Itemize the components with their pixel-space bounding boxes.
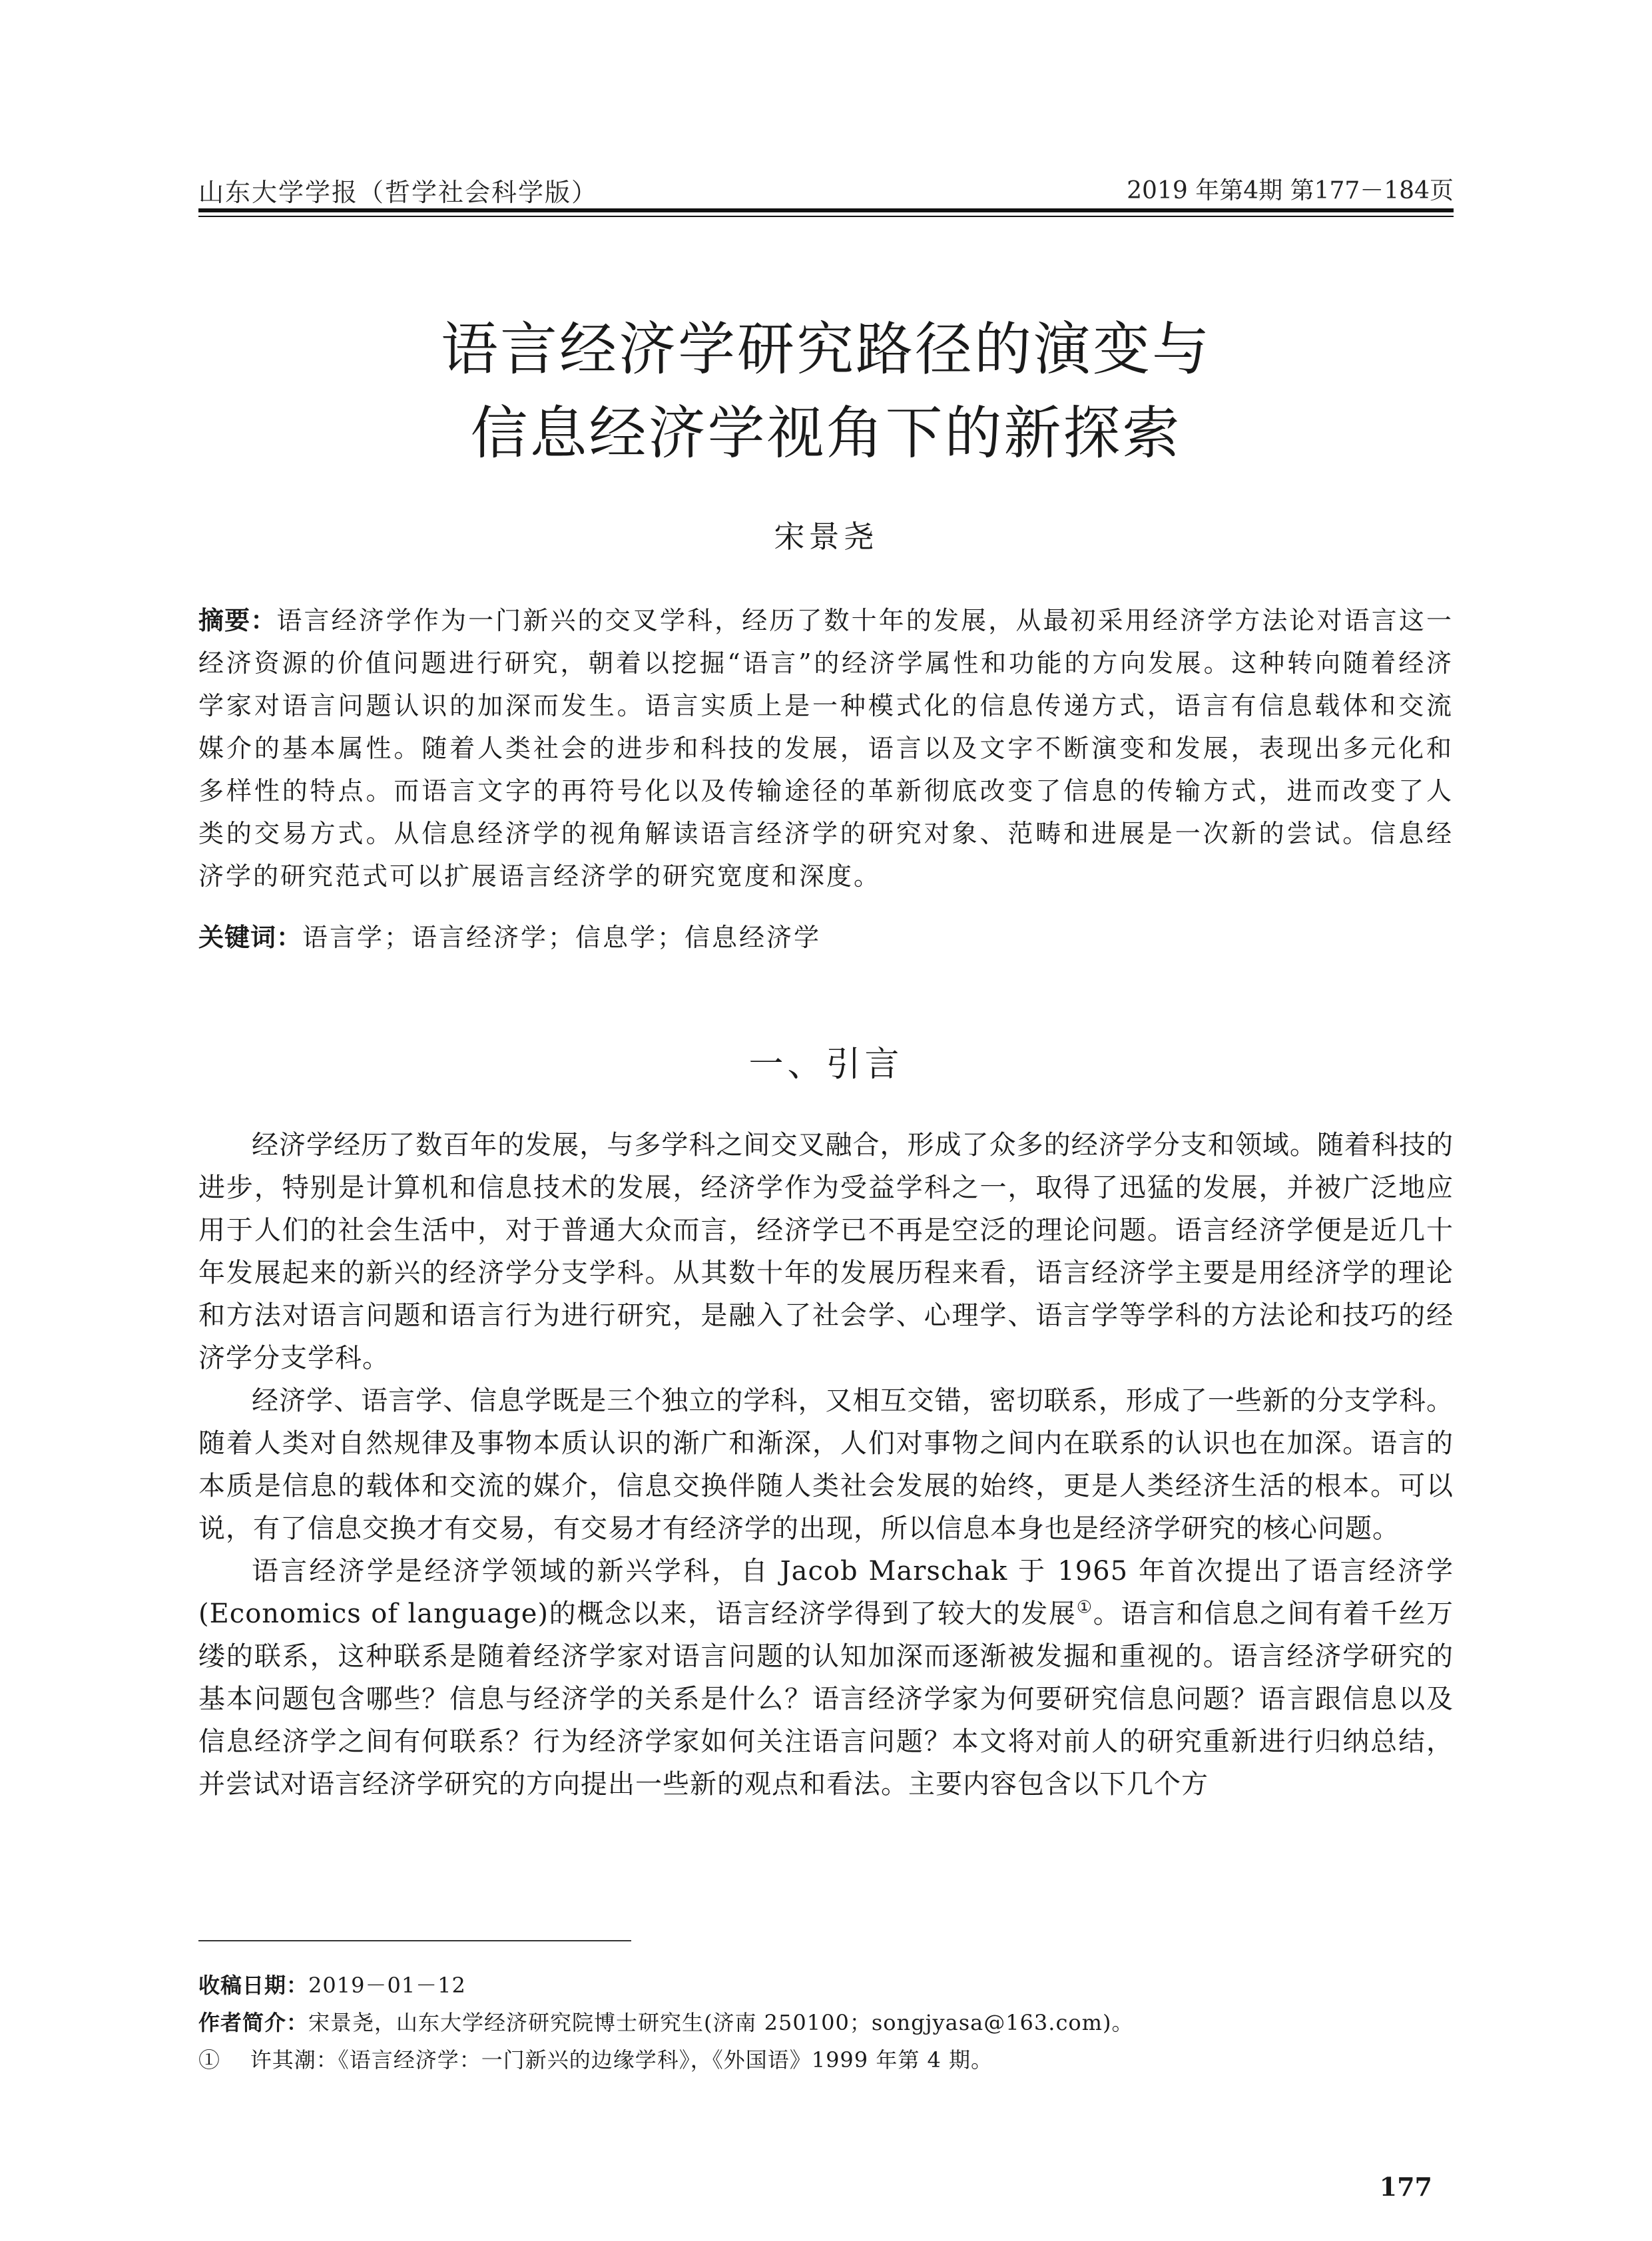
journal-name: 山东大学学报（哲学社会科学版） — [198, 178, 599, 207]
abstract-text: 语言经济学作为一门新兴的交叉学科，经历了数十年的发展，从最初采用经济学方法论对语言这一经济资源的价值问题进行研究，朝着以挖掘“语言”的经济学属性和功能的方向发展。这种转向随着经济学家对语言问题认识的加深而发生。语言实质上是一种模式化的信息传递方式，语言有信息载体和交流媒介的基本属性。随着人类社会的进步和科技的发展，语言以及文字不断演变和发展，表现出多元化和多样性的特点。而语言文字的再符号化以及传输途径的革新彻底改变了信息的传输方式，进而改变了人类的交易方式。从信息经济学的视角解读语言经济学的研究对象、范畴和进展是一次新的尝试。信息经济学的研究范式可以扩展语言经济学的研究宽度和深度。 — [198, 606, 1454, 891]
paragraph-3 — [198, 1550, 1454, 1806]
footnote-ref: ① — [1076, 1597, 1093, 1618]
paragraph-1: 经济学经历了数百年的发展，与多学科之间交叉融合，形成了众多的经济学分支和领域。随着科技的进步，特别是计算机和信息技术的发展，经济学作为受益学科之一，取得了迅猛的发展，并被广泛地应用于人们的社会生活中，对于普通大众而言，经济学已不再是空泛的理论问题。语言经济学便是近几十年发展起来的新兴的经济学分支学科。从其数十年的发展历程来看，语言经济学主要是用经济学的理论和方法对语言问题和语言行为进行研究，是融入了社会学、心理学、语言学等学科的方法论和技巧的经济学分支学科。 — [198, 1130, 1454, 1373]
footnote-text: 许其潮：《语言经济学：一门新兴的边缘学科》，《外国语》1999 年第 4 期。 — [250, 2047, 993, 2073]
abstract-label: 摘要： — [198, 606, 277, 635]
footnote-mark: ① — [198, 2047, 221, 2073]
article-title — [198, 308, 1454, 475]
footnote-rule — [198, 1940, 631, 1941]
received-label: 收稿日期： — [198, 1973, 309, 1998]
body-text — [198, 1124, 1454, 1806]
paragraph-2: 经济学、语言学、信息学既是三个独立的学科，又相互交错，密切联系，形成了一些新的分支学科。随着人类对自然规律及事物本质认识的渐广和渐深，人们对事物之间内在联系的认识也在加深。语言的本质是信息的载体和交流的媒介，信息交换伴随人类社会发展的始终，更是人类经济生活的根本。可以说，有了信息交换才有交易，有交易才有经济学的出现，所以信息本身也是经济学研究的核心问题。 — [198, 1385, 1454, 1544]
paragraph-3-part-a: 语言经济学是经济学领域的新兴学科，自 Jacob Marschak 于 1965 年首次提出了语言经济学(Economics of language)的概念以来，语言经济学得到了较大的发展 — [198, 1556, 1454, 1629]
author-bio-value: 宋景尧，山东大学经济研究院博士研究生(济南 250100；songjyasa@163.com)。 — [308, 2010, 1134, 2035]
paragraph-3-part-b: 。语言和信息之间有着千丝万缕的联系，这种联系是随着经济学家对语言问题的认知加深而逐渐被发掘和重视的。语言经济学研究的基本问题包含哪些？信息与经济学的关系是什么？语言经济学家为何要研究信息问题？语言跟信息以及信息经济学之间有何联系？行为经济学家如何关注语言问题？本文将对前人的研究重新进行归纳总结，并尝试对语言经济学研究的方向提出一些新的观点和看法。主要内容包含以下几个方 — [198, 1599, 1454, 1800]
header-rule-thick — [198, 208, 1454, 212]
footnotes — [198, 1967, 1454, 2079]
title-line-2: 信息经济学视角下的新探索 — [470, 400, 1182, 467]
received-date — [198, 1967, 1454, 2004]
keywords-text: 语言学；语言经济学；信息学；信息经济学 — [302, 923, 822, 952]
footnote-1 — [198, 2041, 1454, 2079]
author-bio-label: 作者简介： — [198, 2010, 309, 2035]
author-name: 宋景尧 — [774, 519, 878, 555]
title-line-1: 语言经济学研究路径的演变与 — [441, 316, 1211, 383]
keywords — [198, 917, 1454, 957]
author-bio — [198, 2004, 1454, 2041]
abstract — [198, 599, 1454, 897]
header-rule-thin — [198, 216, 1454, 217]
page-number: 177 — [1379, 2172, 1432, 2202]
section-heading: 一、引言 — [748, 1045, 904, 1085]
keywords-label: 关键词： — [198, 923, 303, 952]
issue-pages: 2019 年第4期 第177－184页 — [1127, 177, 1454, 204]
received-value: 2019－01－12 — [308, 1973, 466, 1998]
